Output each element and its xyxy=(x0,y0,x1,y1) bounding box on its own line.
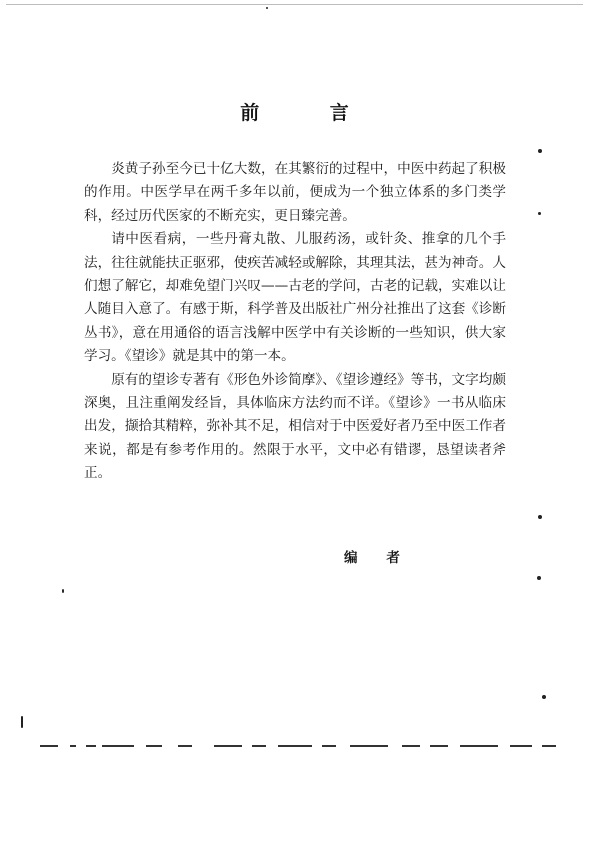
author-signature: 编 者 xyxy=(344,550,412,566)
scan-top-edge xyxy=(6,4,583,5)
paragraph-2: 请中医看病，一些丹膏丸散、儿服药汤，或针灸、推拿的几个手法，往往就能扶正驱邪，使疾苦减轻或解除，其理其法，甚为神奇。人们想了解它，却难免望门兴叹——古老的学问，古老的记载，实难以让人随目入意了。有感于斯，科学普及出版社广州分社推出了这套《诊断丛书》，意在用通俗的语言浅解中医学中有关诊断的一些知识，供大家学习。《望诊》就是其中的第一本。 xyxy=(84,231,506,365)
page-title: 前 言 xyxy=(240,102,381,124)
scan-speck xyxy=(62,589,64,593)
scan-speck xyxy=(537,576,541,580)
scan-speck xyxy=(538,515,542,519)
scan-speck xyxy=(21,716,23,728)
scan-speck xyxy=(266,7,268,9)
scan-bottom-bleed xyxy=(36,743,566,749)
scan-speck xyxy=(538,212,541,215)
paragraph-3: 原有的望诊专著有《形色外诊简摩》、《望诊遵经》等书，文字均颇深奥，且注重阐发经旨，具体临床方法约而不详。《望诊》一书从临床出发，撷拾其精粹，弥补其不足，相信对于中医爱好者乃至中医工作者来说，都是有参考作用的。然限于水平，文中必有错谬，恳望读者斧正。 xyxy=(84,371,506,482)
scan-speck xyxy=(542,695,546,699)
preface-body xyxy=(84,158,506,486)
scan-speck xyxy=(538,149,542,153)
paragraph-1: 炎黄子孙至今已十亿大数，在其繁衍的过程中，中医中药起了积极的作用。中医学早在两千多年以前，便成为一个独立体系的多门类学科，经过历代医家的不断充实，更日臻完善。 xyxy=(84,161,506,224)
